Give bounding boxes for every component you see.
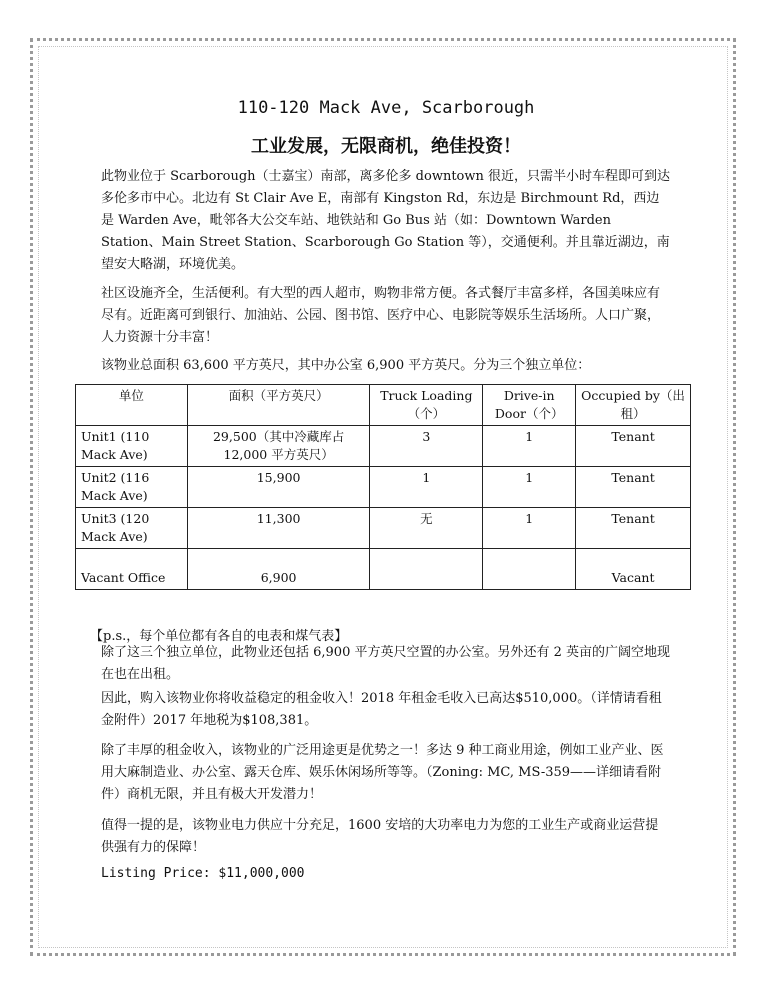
table-row	[76, 549, 691, 590]
power-supply-paragraph: 值得一提的是，该物业电力供应十分充足，1600 安培的大功率电力为您的工业生产或商业运营提供强有力的保障！	[101, 818, 659, 855]
cell-unit: Vacant Office	[76, 549, 188, 590]
listing-price: Listing Price: $11,000,000	[101, 866, 305, 881]
cell-area: 11,300	[187, 508, 370, 549]
cell-area: 15,900	[187, 467, 370, 508]
header-truck-loading: Truck Loading（个）	[370, 385, 483, 426]
area-paragraph: 该物业总面积 63,600 平方英尺，其中办公室 6,900 平方英尺。分为三个独立单位：	[101, 358, 591, 373]
usage-paragraph: 除了丰厚的租金收入，该物业的广泛用途更是优势之一！多达 9 种工商业用途，例如工业产业、医用大麻制造业、办公室、露天仓库、娱乐休闲场所等等。（Zoning: MC, MS-359——详细请看附件）商机无限，并且有极大开发潜力！	[101, 743, 664, 802]
community-paragraph: 社区设施齐全，生活便利。有大型的西人超市，购物非常方便。各式餐厅丰富多样，各国美味应有尽有。近距离可到银行、加油站、公园、图书馆、医疗中心、电影院等娱乐生活场所。人口广聚，人力资源十分丰富！	[101, 286, 661, 345]
rental-income-paragraph: 因此，购入该物业你将收益稳定的租金收入！2018 年租金毛收入已高达$510,000。（详情请看租金附件）2017 年地税为$108,381。	[101, 691, 662, 728]
header-unit: 单位	[76, 385, 188, 426]
cell-drive-in-door: 1	[483, 467, 576, 508]
header-occupied-by: Occupied by（出租）	[576, 385, 691, 426]
cell-occupied-by: Tenant	[576, 467, 691, 508]
table-row	[76, 426, 691, 467]
page-subtitle: 工业发展，无限商机，绝佳投资！	[251, 136, 521, 157]
page-title: 110-120 Mack Ave, Scarborough	[237, 98, 535, 118]
cell-drive-in-door	[483, 549, 576, 590]
cell-truck-loading	[370, 549, 483, 590]
cell-unit: Unit2 (116 Mack Ave)	[76, 467, 188, 508]
units-table	[75, 384, 691, 590]
cell-unit: Unit1 (110 Mack Ave)	[76, 426, 188, 467]
table-header-row	[76, 385, 691, 426]
table-row	[76, 508, 691, 549]
location-paragraph: 此物业位于 Scarborough（士嘉宝）南部，离多伦多 downtown 很近，只需半小时车程即可到达多伦多市中心。北边有 St Clair Ave E，南部有 Kingston Rd，东边是 Birchmount Rd，西边是 Warden Ave，毗邻各大公交车站、地铁站和 Go Bus 站（如：Downtown Warden Station、Main Street Station、Scarborough Go Station 等），交通便利。并且靠近湖边，南望安大略湖，环境优美。	[101, 169, 671, 272]
cell-area: 29,500（其中冷藏库占 12,000 平方英尺）	[187, 426, 370, 467]
cell-drive-in-door: 1	[483, 426, 576, 467]
cell-unit: Unit3 (120 Mack Ave)	[76, 508, 188, 549]
cell-occupied-by: Tenant	[576, 426, 691, 467]
ps-note: 【p.s.，每个单位都有各自的电表和煤气表】	[90, 629, 348, 644]
header-drive-in-door: Drive-in Door（个）	[483, 385, 576, 426]
header-area: 面积（平方英尺）	[187, 385, 370, 426]
cell-occupied-by: Tenant	[576, 508, 691, 549]
cell-area: 6,900	[187, 549, 370, 590]
vacant-office-paragraph: 除了这三个独立单位，此物业还包括 6,900 平方英尺空置的办公室。另外还有 2 英亩的广阔空地现在也在出租。	[101, 645, 671, 682]
cell-truck-loading: 1	[370, 467, 483, 508]
cell-occupied-by: Vacant	[576, 549, 691, 590]
cell-truck-loading: 无	[370, 508, 483, 549]
cell-truck-loading: 3	[370, 426, 483, 467]
cell-drive-in-door: 1	[483, 508, 576, 549]
table-row	[76, 467, 691, 508]
